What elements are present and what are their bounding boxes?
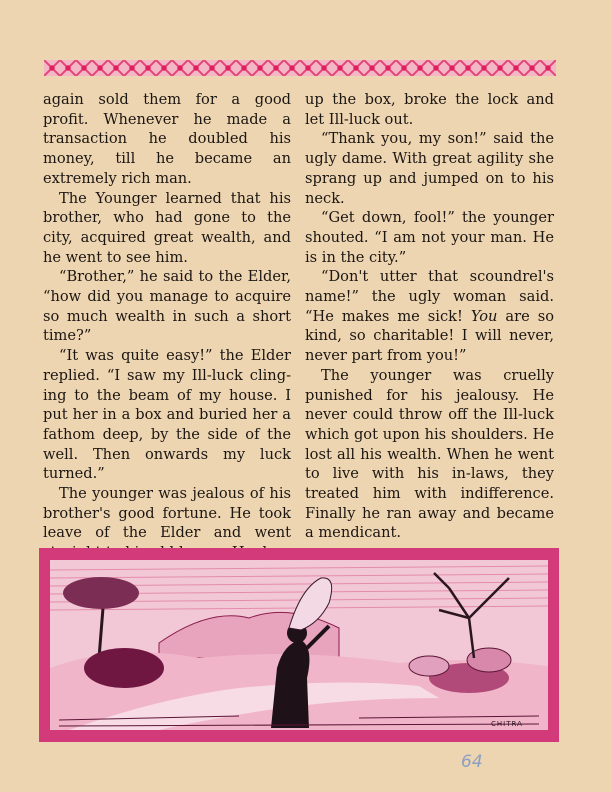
text-span: are so kind, so charitable! I will never, never part from you!” bbox=[305, 307, 554, 365]
italic-word: You bbox=[470, 307, 498, 325]
paragraph: “Thank you, my son!” said the ugly dame. With great agility she sprang up and jumped on to his neck. bbox=[305, 130, 554, 207]
paragraph: “Get down, fool!” the younger shouted. “I am not your man. He is in the city.” bbox=[305, 209, 554, 266]
paragraph: “It was quite easy!” the Elder replied. “I saw my Ill-luck clinging to the beam of my house. I put her in a box and buried her a fathom deep, by the side of the well. Then onwards my luck turned.” bbox=[43, 347, 291, 483]
page-number: 64 bbox=[461, 752, 483, 772]
paragraph: again sold them for a good profit. Whenever he made a transaction he doubled his money, till he became an extremely rich man. bbox=[43, 91, 291, 187]
illustration-drawing bbox=[39, 548, 559, 742]
left-column bbox=[43, 90, 291, 563]
paragraph bbox=[305, 267, 554, 366]
paragraph: “Brother,” he said to the Elder, “how did you manage to acquire so much wealth in such a short time?” bbox=[43, 268, 291, 345]
paragraph: up the box, broke the lock and let Ill-luck out. bbox=[305, 91, 554, 128]
paragraph: The younger was cruelly punished for his jealousy. He never could throw off the Ill-luck which got upon his shoulders. He lost all his wealth. When he went to live with his in-laws, they treated him with indifference. Finally he ran away and became a mendicant. bbox=[305, 366, 554, 542]
right-column bbox=[305, 90, 554, 543]
artist-signature: CHITRA bbox=[491, 720, 523, 728]
decorative-border bbox=[44, 60, 556, 76]
text-span: “Don't utter that scoundrel's name!” the ugly woman said. “He makes me sick! bbox=[305, 268, 554, 325]
paragraph: The Younger learned that his brother, who had gone to the city, acquired great wealth, and he went to see him. bbox=[43, 189, 291, 266]
paragraph: The younger was jealous of his brother's good fortune. He took leave of the Elder and went bbox=[43, 485, 291, 542]
story-illustration bbox=[39, 548, 559, 742]
